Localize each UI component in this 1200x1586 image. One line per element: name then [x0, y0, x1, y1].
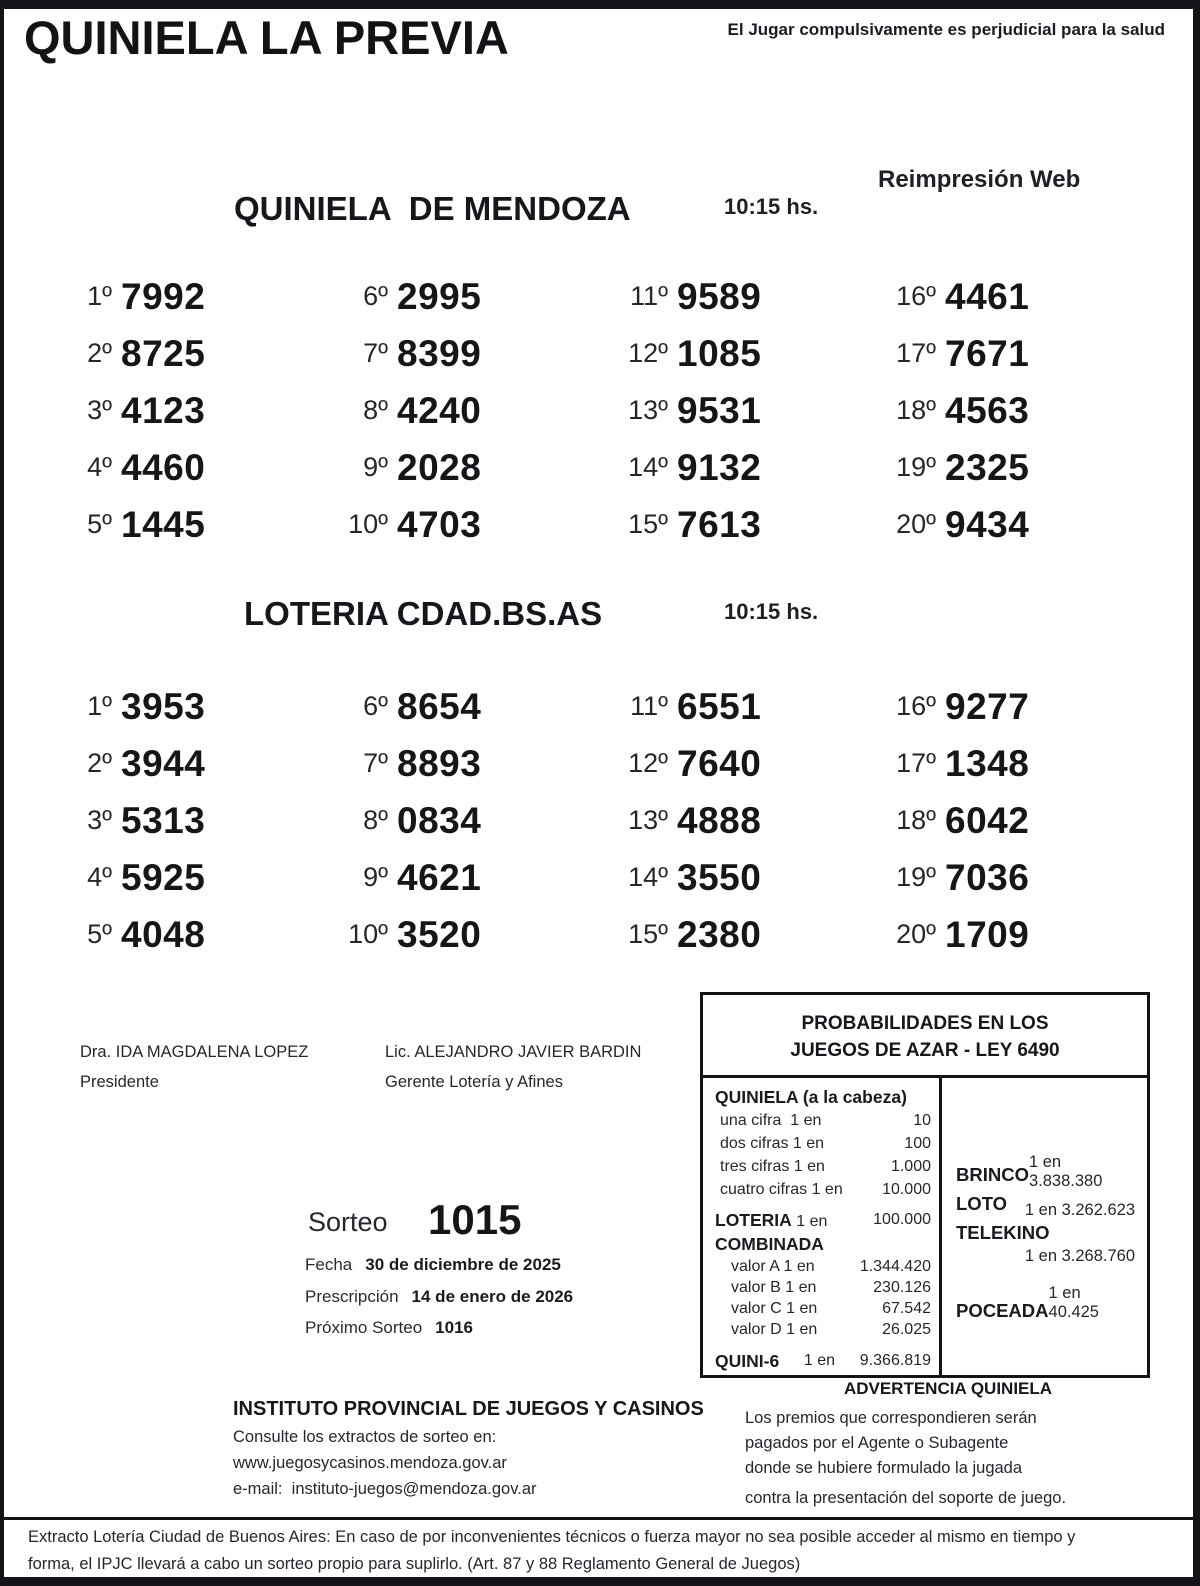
brinco-odds-row: BRINCO 1 en 3.838.380: [956, 1153, 1103, 1190]
probabilities-title-line2: JUEGOS DE AZAR - LEY 6490: [790, 1040, 1060, 1061]
result-position: 18º: [896, 395, 936, 425]
probabilities-right-column: [942, 1078, 1147, 1375]
result-number: 9277: [945, 685, 1030, 727]
result-position: 7º: [363, 338, 388, 368]
combinada-odds-header: COMBINADA: [715, 1234, 824, 1254]
result-position: 20º: [896, 919, 936, 949]
result-number: 1348: [945, 742, 1030, 784]
result-position: 15º: [628, 509, 668, 539]
result-position: 5º: [87, 509, 112, 539]
draw-title-bsas: LOTERIA CDAD.BS.AS: [244, 595, 603, 632]
result-cell: [872, 382, 1134, 439]
result-cell: [324, 792, 604, 849]
result-cell: [324, 906, 604, 963]
gambling-warning-text: El Jugar compulsivamente es perjudicial para la salud: [727, 20, 1165, 39]
result-cell: [48, 325, 324, 382]
result-number: 7671: [945, 332, 1030, 374]
result-cell: [324, 325, 604, 382]
result-number: 8725: [121, 332, 206, 374]
result-number: 9132: [677, 446, 762, 488]
result-number: 2380: [677, 913, 762, 955]
result-cell: [872, 678, 1134, 735]
odds-row: dos cifras 1 en 100: [720, 1135, 931, 1152]
result-position: 14º: [628, 452, 668, 482]
result-cell: [872, 439, 1134, 496]
result-number: 4563: [945, 389, 1030, 431]
result-position: 14º: [628, 862, 668, 892]
result-position: 16º: [896, 281, 936, 311]
result-cell: [324, 735, 604, 792]
proximo-sorteo-label: Próximo Sorteo: [305, 1318, 423, 1337]
result-number: 8399: [397, 332, 482, 374]
sorteo-number: 1015: [428, 1196, 522, 1243]
result-cell: [324, 496, 604, 553]
page-title: QUINIELA LA PREVIA: [24, 11, 509, 64]
institute-website: www.juegosycasinos.mendoza.gov.ar: [233, 1454, 507, 1472]
result-position: 8º: [363, 805, 388, 835]
official-manager: [385, 1043, 641, 1092]
result-position: 4º: [87, 862, 112, 892]
result-cell: [872, 906, 1134, 963]
result-position: 7º: [363, 748, 388, 778]
official-name: Dra. IDA MAGDALENA LOPEZ: [80, 1043, 309, 1061]
loteria-odds-row: LOTERIA 1 en 100.000: [715, 1210, 931, 1230]
result-position: 5º: [87, 919, 112, 949]
results-grid-bsas: [48, 678, 1134, 963]
result-cell: [872, 496, 1134, 553]
odds-row: una cifra 1 en 10: [720, 1112, 931, 1129]
result-number: 2028: [397, 446, 482, 488]
advertencia-line: contra la presentación del soporte de juego.: [745, 1489, 1067, 1507]
result-cell: [604, 325, 872, 382]
result-number: 3953: [121, 685, 206, 727]
result-cell: [872, 849, 1134, 906]
result-number: 7992: [121, 275, 206, 317]
advertencia-line: donde se hubiere formulado la jugada: [745, 1459, 1023, 1477]
result-cell: [872, 325, 1134, 382]
loto-odds-row: LOTO 1 en 3.262.623: [956, 1193, 1135, 1219]
result-cell: [324, 382, 604, 439]
institute-block: [233, 1398, 733, 1502]
result-number: 8654: [397, 685, 482, 727]
result-position: 19º: [896, 452, 936, 482]
official-president: [80, 1043, 308, 1092]
probabilities-left-column: [703, 1078, 942, 1375]
result-cell: [324, 678, 604, 735]
advertencia-block: [733, 1379, 1163, 1511]
result-cell: [48, 439, 324, 496]
draw-title-mendoza: QUINIELA DE MENDOZA: [234, 190, 631, 227]
probabilities-box: [700, 992, 1150, 1378]
result-position: 2º: [87, 338, 112, 368]
footnote-block: [28, 1524, 1178, 1578]
result-position: 15º: [628, 919, 668, 949]
result-number: 9531: [677, 389, 762, 431]
result-number: 2995: [397, 275, 482, 317]
draw-time-bsas: 10:15 hs.: [724, 599, 819, 624]
advertencia-line: Los premios que correspondieren serán: [745, 1409, 1037, 1427]
result-number: 7613: [677, 503, 762, 545]
result-position: 6º: [363, 691, 388, 721]
odds-row: tres cifras 1 en 1.000: [720, 1158, 931, 1175]
result-number: 3520: [397, 913, 482, 955]
result-position: 13º: [628, 395, 668, 425]
fecha-label: Fecha: [305, 1255, 353, 1274]
result-number: 3550: [677, 856, 762, 898]
result-number: 5313: [121, 799, 206, 841]
result-position: 10º: [348, 509, 388, 539]
official-role: Gerente Lotería y Afines: [385, 1073, 563, 1091]
result-cell: [604, 792, 872, 849]
result-cell: [48, 496, 324, 553]
result-cell: [324, 849, 604, 906]
footer-divider: [0, 1517, 1200, 1520]
footnote-line: Extracto Lotería Ciudad de Buenos Aires: En caso de por inconvenientes técnicos o fuerza mayor no sea posible acceder al mismo en tiempo y: [28, 1528, 1076, 1546]
prescripcion-row: [305, 1287, 573, 1307]
prescripcion-label: Prescripción: [305, 1287, 399, 1306]
fecha-row: [305, 1255, 561, 1275]
result-number: 4048: [121, 913, 206, 955]
advertencia-title: ADVERTENCIA QUINIELA: [843, 1379, 1053, 1398]
official-name: Lic. ALEJANDRO JAVIER BARDIN: [385, 1043, 642, 1061]
institute-consult-line: Consulte los extractos de sorteo en:: [233, 1428, 497, 1446]
result-position: 16º: [896, 691, 936, 721]
result-number: 4123: [121, 389, 206, 431]
result-cell: [48, 678, 324, 735]
quiniela-odds-header: QUINIELA (a la cabeza): [715, 1087, 907, 1107]
result-cell: [872, 735, 1134, 792]
result-cell: [48, 735, 324, 792]
result-position: 17º: [896, 748, 936, 778]
fecha-value: 30 de diciembre de 2025: [365, 1255, 561, 1274]
result-number: 4621: [397, 856, 482, 898]
odds-row: valor C 1 en 67.542: [731, 1300, 931, 1317]
result-cell: [48, 849, 324, 906]
odds-row: valor A 1 en 1.344.420: [731, 1258, 931, 1275]
result-position: 6º: [363, 281, 388, 311]
result-position: 19º: [896, 862, 936, 892]
result-cell: [604, 496, 872, 553]
result-position: 13º: [628, 805, 668, 835]
result-cell: [872, 792, 1134, 849]
result-number: 4888: [677, 799, 762, 841]
result-number: 1709: [945, 913, 1030, 955]
probabilities-title: [703, 995, 1147, 1078]
result-position: 11º: [630, 281, 668, 311]
poceada-odds-row: POCEADA 1 en 40.425: [956, 1284, 1099, 1321]
reprint-label: Reimpresión Web: [878, 166, 1081, 193]
quini6-odds-row: QUINI-6 1 en 9.366.819: [715, 1351, 931, 1371]
result-position: 9º: [363, 862, 388, 892]
proximo-sorteo-value: 1016: [435, 1318, 473, 1337]
result-number: 4461: [945, 275, 1030, 317]
odds-row: cuatro cifras 1 en 10.000: [720, 1181, 931, 1198]
result-number: 6551: [677, 685, 762, 727]
result-position: 9º: [363, 452, 388, 482]
result-position: 1º: [87, 691, 112, 721]
result-cell: [48, 268, 324, 325]
result-position: 20º: [896, 509, 936, 539]
result-position: 11º: [630, 691, 668, 721]
result-cell: [604, 906, 872, 963]
sorteo-label: Sorteo: [308, 1207, 388, 1237]
result-number: 3944: [121, 742, 206, 784]
result-number: 6042: [945, 799, 1030, 841]
result-position: 17º: [896, 338, 936, 368]
result-cell: [48, 382, 324, 439]
result-number: 1445: [121, 503, 206, 545]
telekino-odds-value: 1 en 3.268.760: [1024, 1247, 1135, 1265]
odds-row: valor B 1 en 230.126: [731, 1279, 931, 1296]
result-cell: [604, 735, 872, 792]
footnote-line: forma, el IPJC llevará a cabo un sorteo propio para suplirlo. (Art. 87 y 88 Reglamento General de Juegos): [28, 1555, 801, 1573]
result-position: 3º: [87, 395, 112, 425]
result-position: 4º: [87, 452, 112, 482]
result-number: 9589: [677, 275, 762, 317]
result-cell: [48, 906, 324, 963]
result-number: 9434: [945, 503, 1030, 545]
result-number: 4240: [397, 389, 482, 431]
result-number: 4460: [121, 446, 206, 488]
result-number: 1085: [677, 332, 762, 374]
result-number: 8893: [397, 742, 482, 784]
result-cell: [604, 268, 872, 325]
advertencia-line: pagados por el Agente o Subagente: [745, 1434, 1009, 1452]
institute-email: e-mail: instituto-juegos@mendoza.gov.ar: [233, 1480, 537, 1498]
prescripcion-value: 14 de enero de 2026: [411, 1287, 574, 1306]
result-cell: [324, 439, 604, 496]
result-position: 3º: [87, 805, 112, 835]
result-number: 7036: [945, 856, 1030, 898]
odds-row: valor D 1 en 26.025: [731, 1321, 931, 1338]
result-position: 1º: [87, 281, 112, 311]
result-cell: [604, 382, 872, 439]
result-position: 8º: [363, 395, 388, 425]
institute-name: INSTITUTO PROVINCIAL DE JUEGOS Y CASINOS: [233, 1398, 704, 1420]
proximo-sorteo-row: [305, 1318, 473, 1338]
result-cell: [604, 678, 872, 735]
telekino-odds-row: TELEKINO: [956, 1222, 1050, 1243]
results-grid-mendoza: [48, 268, 1134, 553]
result-position: 12º: [628, 748, 668, 778]
probabilities-title-line1: PROBABILIDADES EN LOS: [801, 1013, 1049, 1034]
result-position: 2º: [87, 748, 112, 778]
result-cell: [324, 268, 604, 325]
official-role: Presidente: [80, 1073, 159, 1091]
result-number: 2325: [945, 446, 1030, 488]
result-number: 5925: [121, 856, 206, 898]
result-number: 7640: [677, 742, 762, 784]
result-cell: [48, 792, 324, 849]
result-number: 0834: [397, 799, 482, 841]
result-position: 12º: [628, 338, 668, 368]
result-cell: [604, 849, 872, 906]
result-position: 18º: [896, 805, 936, 835]
result-position: 10º: [348, 919, 388, 949]
draw-time-mendoza: 10:15 hs.: [724, 194, 819, 219]
result-number: 4703: [397, 503, 482, 545]
result-cell: [872, 268, 1134, 325]
result-cell: [604, 439, 872, 496]
